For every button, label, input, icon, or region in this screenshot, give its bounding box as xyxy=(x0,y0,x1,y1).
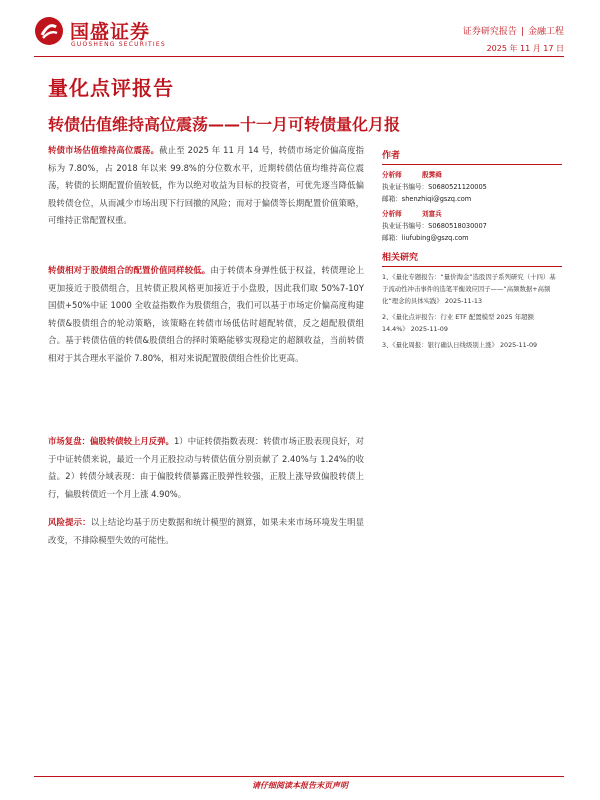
paragraph-market-review xyxy=(48,433,364,503)
analyst-cert-row xyxy=(382,220,562,232)
sector-label: 金融工程 xyxy=(527,27,564,37)
category-separator: | xyxy=(520,27,524,37)
analyst-block xyxy=(382,169,562,205)
header-divider xyxy=(34,56,564,57)
related-title: 2、《量化点评报告：行业 ETF 配置模型 2025 年超额 14.4%》 xyxy=(382,313,534,333)
cert-label: 执业证书编号： xyxy=(382,183,429,191)
guosheng-logo-icon xyxy=(34,16,64,46)
analyst-role: 分析师 xyxy=(382,210,402,218)
report-date: 2025 年 11 月 17 日 xyxy=(486,44,564,53)
paragraph-lead: 转债市场估值维持高位震荡。 xyxy=(48,145,160,155)
paragraph-text: 以上结论均基于历史数据和统计模型的测算，如果未来市场环境发生明显改变，不排除模型失效的可能性。 xyxy=(48,517,365,545)
related-research-item[interactable] xyxy=(382,311,562,335)
author-heading: 作者 xyxy=(382,148,562,165)
analyst-role: 分析师 xyxy=(382,171,402,179)
analyst-email-row xyxy=(382,193,562,205)
footer-divider xyxy=(34,776,564,777)
cert-label: 执业证书编号： xyxy=(382,222,429,230)
logo-name-cn: 国盛证券 xyxy=(70,21,151,43)
paragraph-valuation xyxy=(48,142,364,230)
analyst-role-row xyxy=(382,208,562,220)
analyst-email-link[interactable]: shenzhiqi@gszq.com xyxy=(401,195,472,203)
related-title: 1、《量化专题报告：“量价淘金”选股因子系列研究（十四）基于流动性冲击事件的选笔平衡效应因子——“高频数据+高频化”理念的具体实践》 xyxy=(382,273,556,305)
cert-number: S0680521120005 xyxy=(428,183,487,191)
cert-number: S0680518030007 xyxy=(428,222,487,230)
paragraph-lead: 风险提示： xyxy=(48,517,91,527)
email-label: 邮箱： xyxy=(382,234,402,242)
related-title: 3、《量化周报：银行确认日线级别上涨》 xyxy=(382,341,498,349)
paragraph-text: 1）中证转债指数表现：转债市场正股表现良好，对于中证转债来说，最近一个月正股拉动与转债估值分别贡献了 2.40%与 1.24%的收益。2）转债分域表现：由于偏股转债暴露正股弹性较强，正股上涨导致偏股转债上行，偏股转债近一个月上涨 4.90%。 xyxy=(48,436,365,499)
report-type: 量化点评报告 xyxy=(48,76,174,100)
category-label: 证券研究报告 xyxy=(462,27,517,37)
analyst-email-link[interactable]: liufubing@gszq.com xyxy=(401,234,469,242)
analyst-block xyxy=(382,208,562,244)
related-research-item[interactable] xyxy=(382,339,562,351)
paragraph-lead: 转债相对于股债组合的配置价值同样较低。 xyxy=(48,265,211,275)
sidebar xyxy=(382,148,562,351)
paragraph-lead: 市场复盘：偏股转债较上月反弹。 xyxy=(48,436,174,446)
paragraph-text: 截止至 2025 年 11 月 14 号，转债市场定价偏高度指标为 7.80%，占 2018 年以来 99.8%的分位数水平，近期转债估值均维持高位震荡，转债的长期配置价值较低，作为以绝对收益为目标的投资者，可优先逐当降低偏股转债仓位，从而减少市场出现下行回撤的风险；而对于偏债等长期配置价值策略，可维持正常配置权重。 xyxy=(48,145,364,226)
analyst-cert-row xyxy=(382,181,562,193)
related-research-heading: 相关研究 xyxy=(382,250,562,267)
company-logo xyxy=(34,16,184,50)
email-label: 邮箱： xyxy=(382,195,402,203)
related-date: 2025-11-09 xyxy=(410,325,448,333)
paragraph-allocation xyxy=(48,262,364,368)
paragraph-risk xyxy=(48,514,364,549)
report-title: 转债估值维持高位震荡——十一月可转债量化月报 xyxy=(48,115,401,134)
related-date: 2025-11-13 xyxy=(444,297,483,305)
report-category xyxy=(463,24,564,37)
paragraph-text: 由于转债本身弹性低于权益，转债理论上更加接近于股债组合，且转债正股风格更加接近于小盘股，因此我们取 50%7-10Y 国债+50%中证 1000 全收益指数作为股债组合，我们可以基于市场定价偏高度构建转债&股债组合的轮动策略，该策略在转债市场低估时超配转债，反之超配股债组合。基于转债估值的转债&股债组合的择时策略能够实现稳定的超额收益，当前转债相对于其合理水平溢价 7.80%，相对来说配置股债组合性价比更高。 xyxy=(48,265,365,363)
analyst-email-row xyxy=(382,232,562,244)
analyst-role-row xyxy=(382,169,562,181)
related-research-item[interactable] xyxy=(382,271,562,307)
related-date: 2025-11-09 xyxy=(499,341,538,349)
footer-disclaimer: 请仔细阅读本报告末页声明 xyxy=(252,781,348,790)
analyst-name: 刘富兵 xyxy=(422,210,442,218)
logo-name-en: GUOSHENG SECURITIES xyxy=(71,41,166,48)
analyst-name: 殷霁舜 xyxy=(422,171,442,179)
